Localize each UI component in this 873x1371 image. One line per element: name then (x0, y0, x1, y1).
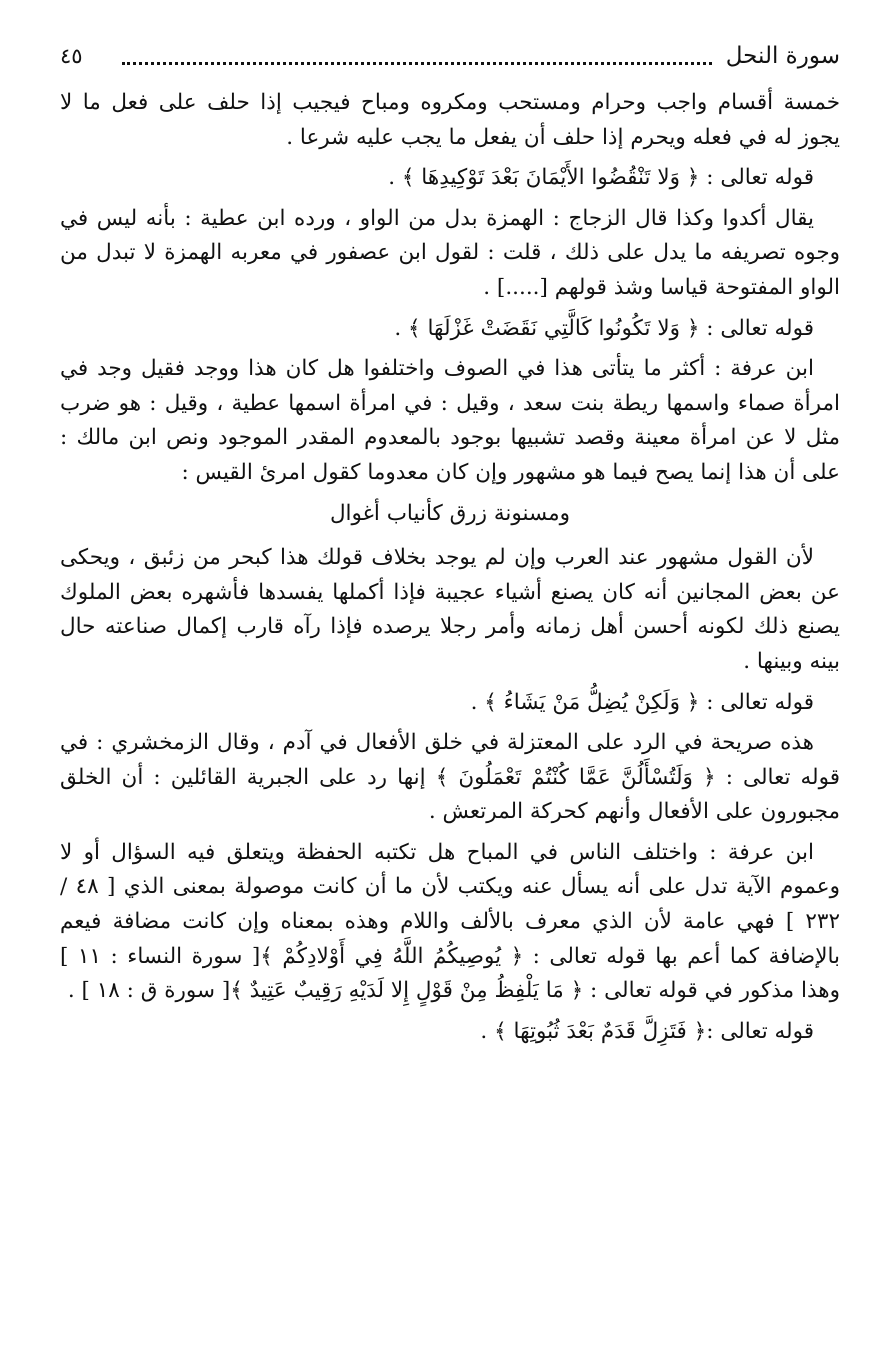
document-page (60, 40, 840, 1340)
body-text (60, 86, 840, 1055)
paragraph: يقال أكدوا وكذا قال الزجاج : الهمزة بدل من الواو ، ورده ابن عطية : بأنه ليس في وجوه تصريفه ما يدل على ذلك ، قلت : لقول ابن عصفور في معربه الهمزة لا تبدل من الواو المفتوحة قياسا وشذ قولهم [.....] . (60, 205, 840, 300)
page-number: ٤٥ (60, 44, 83, 68)
poetry-verse: ومسنونة زرق كأنياب أغوال (329, 500, 571, 526)
page-header (60, 40, 840, 80)
dotted-rule (122, 62, 712, 65)
quran-verse-heading: قوله تعالى : ﴿ وَلا تَنْقُضُوا الأَيْمَانَ بَعْدَ تَوْكِيدِهَا ﴾ . (388, 165, 814, 191)
running-title: سورة النحل (725, 43, 840, 69)
quran-verse-heading: قوله تعالى : ﴿ وَلَكِنْ يُضِلُّ مَنْ يَشَاءُ ﴾ . (470, 689, 814, 715)
quran-verse-heading: قوله تعالى : ﴿ وَلا تَكُونُوا كَالَّتِي نَقَضَتْ غَزْلَهَا ﴾ . (394, 315, 814, 341)
paragraph: ابن عرفة : أكثر ما يتأتى هذا في الصوف واختلفوا هل كان هذا ووجد فقيل وجد في امرأة صماء واسمها ريطة بنت سعد ، وقيل : في امرأة اسمها عطية ، وقيل : هو ضرب مثل لا عن امرأة معينة وقصد تشبيها بوجود بالمعدوم المقدر الموجود ونص ابن مالك : على أن هذا إنما يصح فيما هو مشهور وإن كان معدوما كقول امرئ القيس : (60, 356, 840, 485)
quran-verse-heading: قوله تعالى :﴿ فَتَزِلَّ قَدَمٌ بَعْدَ ثُبُوتِهَا ﴾ . (480, 1018, 814, 1044)
paragraph: لأن القول مشهور عند العرب وإن لم يوجد بخلاف قولك هذا كبحر من زئبق ، ويحكى عن بعض المجانين أنه كان يصنع أشياء عجيبة فإذا أكملها يفسدها فأشهره بعض الملوك يصنع ذلك لكونه أحسن أهل زمانه وأمر رجلا يرصده فإذا رآه قارب إكمال صناعته حال بينه وبينها . (60, 545, 840, 674)
paragraph: خمسة أقسام واجب وحرام ومستحب ومكروه ومباح فيجيب إذا حلف على فعل ما لا يجوز له في فعله ويحرم إذا حلف أن يفعل ما يجب عليه شرعا . (60, 90, 840, 150)
paragraph: هذه صريحة في الرد على المعتزلة في خلق الأفعال في آدم ، وقال الزمخشري : في قوله تعالى : ﴿ وَلَتُسْأَلُنَّ عَمَّا كُنْتُمْ تَعْمَلُونَ ﴾ إنها رد على الجبرية القائلين : أن الخلق مجبورون على الأفعال وأنهم كحركة المرتعش . (60, 730, 840, 825)
paragraph: ابن عرفة : واختلف الناس في المباح هل تكتبه الحفظة ويتعلق فيه السؤال أو لا وعموم الآية تدل على أنه يسأل عنه ويكتب لأن ما أن كانت موصولة بمعنى الذي [ ٤٨ / ٢٣٢ ] فهي عامة لأن الذي معرف بالألف واللام وهذه بمعناه وإن كانت مضافة فيعم بالإضافة كما أعم بها قوله تعالى : ﴿ يُوصِيكُمُ اللَّهُ فِي أَوْلادِكُمْ ﴾[ سورة النساء : ١١ ] وهذا مذكور في قوله تعالى : ﴿ مَا يَلْفِظُ مِنْ قَوْلٍ إِلا لَدَيْهِ رَقِيبٌ عَتِيدٌ ﴾[ سورة ق : ١٨ ] . (60, 839, 840, 1004)
